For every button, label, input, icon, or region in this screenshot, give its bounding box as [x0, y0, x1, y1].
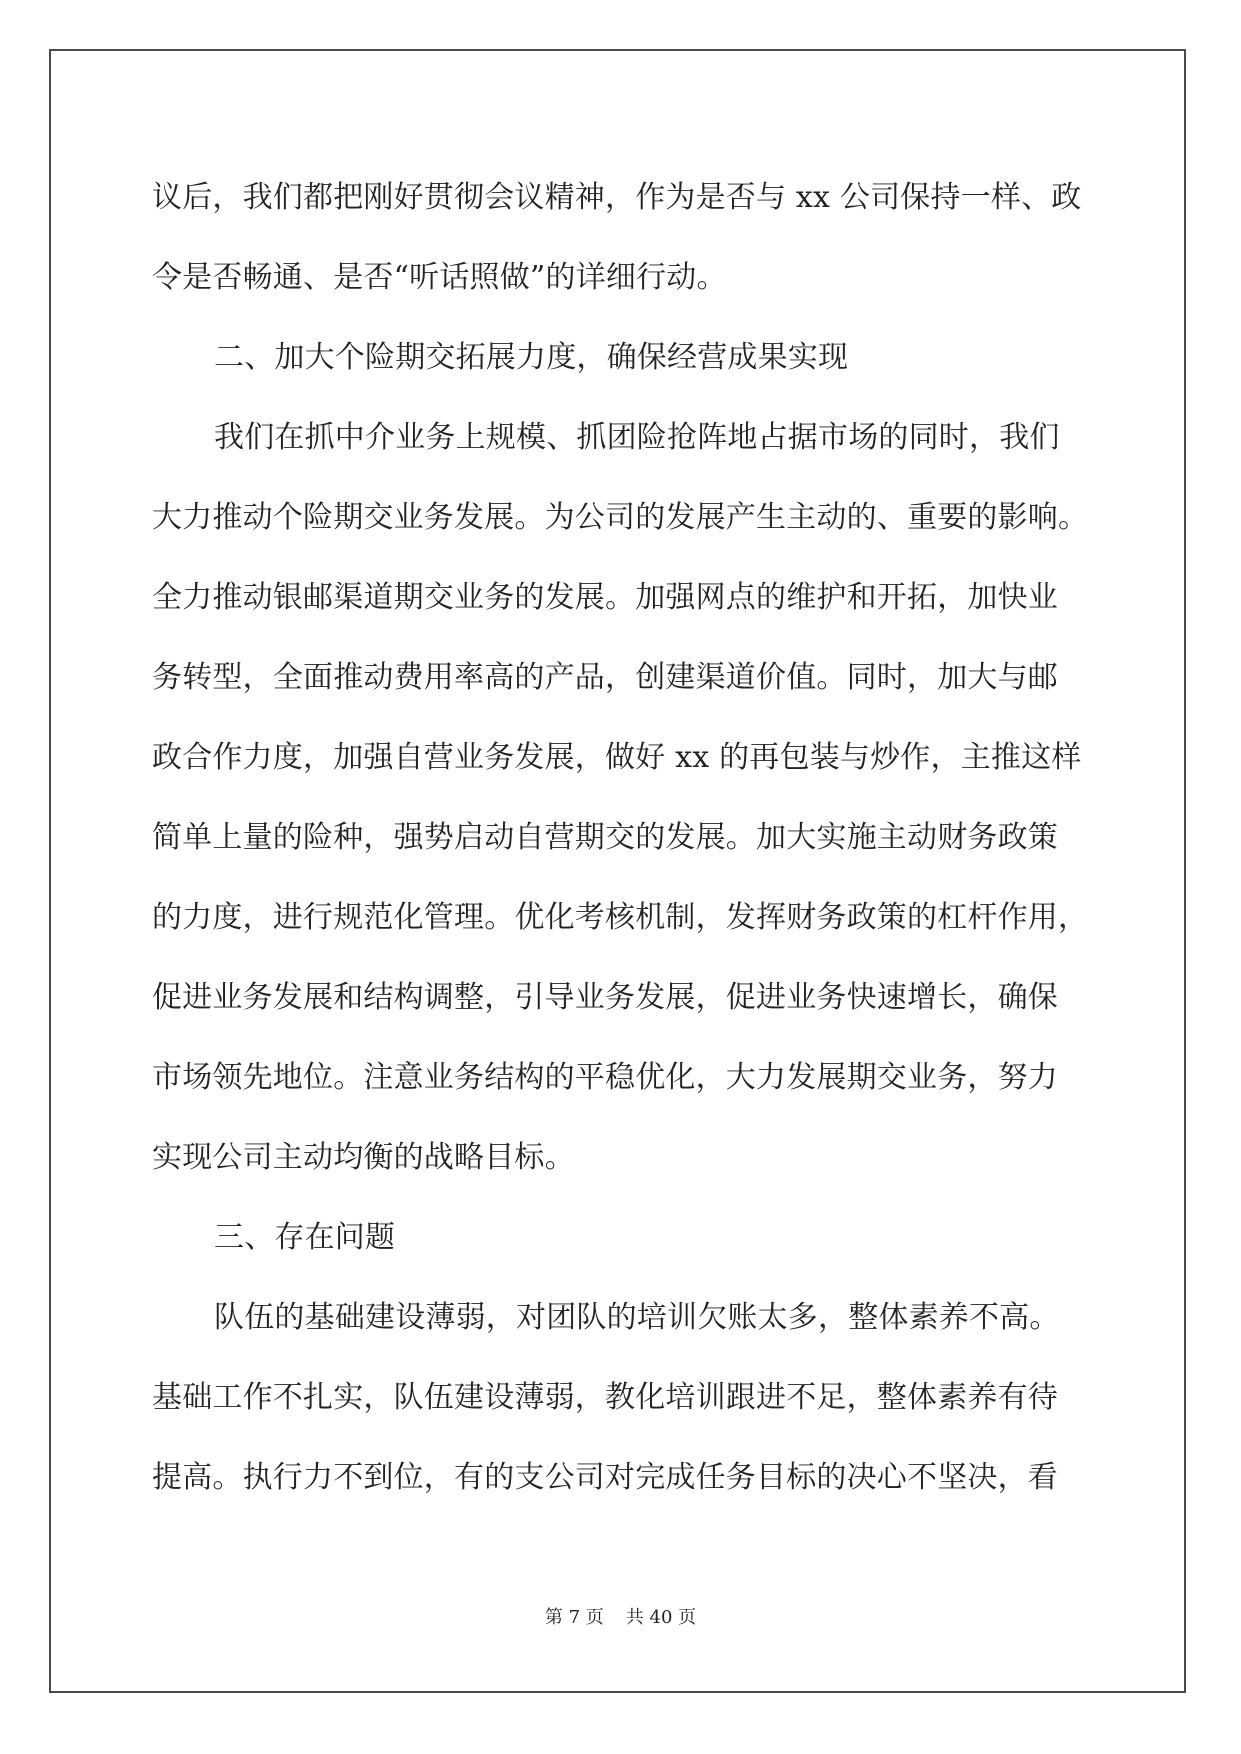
section-heading-3: [152, 1198, 1092, 1278]
text-line: 市场领先地位。注意业务结构的平稳优化，大力发展期交业务，努力: [152, 1060, 1058, 1095]
text-line: 务转型，全面推动费用率高的产品，创建渠道价值。同时，加大与邮: [152, 660, 1058, 695]
text-line: 我们在抓中介业务上规模、抓团险抢阵地占据市场的同时，我们: [214, 420, 1060, 455]
paragraph-continuation: [152, 158, 1092, 318]
paragraph-personal-insurance: [152, 398, 1092, 1198]
text-line: 队伍的基础建设薄弱，对团队的培训欠账太多，整体素养不高。: [214, 1300, 1060, 1335]
text-line: 议后，我们都把刚好贯彻会议精神，作为是否与 xx 公司保持一样、政: [152, 180, 1082, 215]
text-line: 大力推动个险期交业务发展。为公司的发展产生主动的、重要的影响。: [152, 500, 1089, 535]
page-total: 共 40 页: [625, 1607, 697, 1628]
heading-line: 三、存在问题: [214, 1220, 396, 1255]
heading-line: 二、加大个险期交拓展力度，确保经营成果实现: [214, 340, 849, 375]
text-line: 基础工作不扎实，队伍建设薄弱，教化培训跟进不足，整体素养有待: [152, 1380, 1058, 1415]
paragraph-problems: [152, 1278, 1092, 1518]
text-line: 简单上量的险种，强势启动自营期交的发展。加大实施主动财务政策: [152, 820, 1058, 855]
text-line: 令是否畅通、是否“听话照做”的详细行动。: [152, 260, 727, 295]
text-line: 的力度，进行规范化管理。优化考核机制，发挥财务政策的杠杆作用，: [152, 900, 1089, 935]
text-line: 实现公司主动均衡的战略目标。: [152, 1140, 575, 1175]
text-line: 提高。执行力不到位，有的支公司对完成任务目标的决心不坚决，看: [152, 1460, 1058, 1495]
text-line: 全力推动银邮渠道期交业务的发展。加强网点的维护和开拓，加快业: [152, 580, 1058, 615]
text-line: 促进业务发展和结构调整，引导业务发展，促进业务快速增长，确保: [152, 980, 1058, 1015]
page-footer: [0, 1603, 1241, 1629]
document-body: [152, 158, 1092, 1518]
text-line: 政合作力度，加强自营业务发展，做好 xx 的再包装与炒作，主推这样: [152, 740, 1082, 775]
section-heading-2: [152, 318, 1092, 398]
page-number: 第 7 页: [544, 1607, 604, 1628]
